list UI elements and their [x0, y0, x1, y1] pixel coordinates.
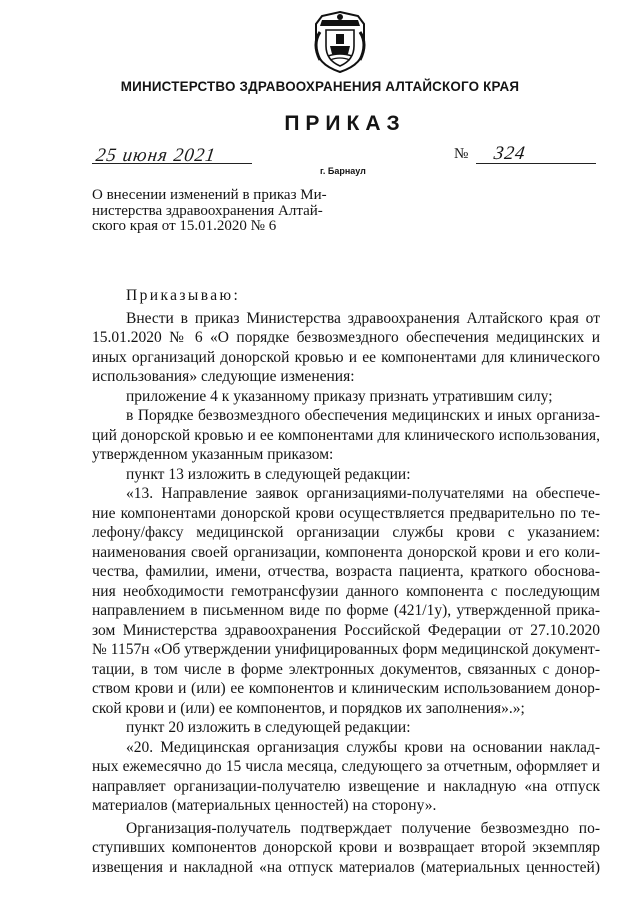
date-underline	[92, 163, 252, 164]
body-line: ния необходимости гемотрансфузии данного компонента с последующим	[92, 582, 600, 600]
coat-of-arms-emblem	[308, 10, 372, 74]
subject-line: ского края от 15.01.2020 № 6	[92, 218, 277, 234]
document-type: ПРИКАЗ	[284, 112, 406, 135]
body-line: 15.01.2020 № 6 «О порядке безвозмездного обеспечения медицинских и	[92, 329, 600, 346]
ministry-name: МИНИСТЕРСТВО ЗДРАВООХРАНЕНИЯ АЛТАЙСКОГО КРАЯ	[120, 79, 520, 94]
body-line: «20. Медицинская организация службы крови на основании наклад-	[126, 738, 600, 756]
subject-line: нистерства здравоохранения Алтай-	[92, 202, 323, 219]
order-number-handwritten: 324	[492, 143, 528, 164]
body-line: утвержденном указанным приказом:	[92, 446, 334, 463]
number-underline	[476, 163, 596, 164]
body-line: пункт 13 изложить в следующей редакции:	[126, 465, 411, 483]
body-line: ством крови и (или) ее компонентов и клиническим использованием донор-	[92, 680, 600, 697]
body-line: лефону/факсу медицинской организации службы крови с указанием:	[92, 524, 600, 541]
body-line: «13. Направление заявок организациями-получателями на обеспече-	[126, 485, 600, 502]
body-line: пункт 20 изложить в следующей редакции:	[126, 719, 411, 736]
body-line: наименования своей организации, компонента донорской крови и его коли-	[92, 543, 600, 561]
body-line: в Порядке безвозмездного обеспечения медицинских и иных организа-	[126, 407, 600, 424]
body-line: иных организаций донорской кровью и ее компонентами для клинического	[92, 348, 600, 366]
body-line: ций донорской кровью и ее компонентами для клинического использования,	[92, 426, 600, 444]
order-date-handwritten: 25 июня 2021	[94, 145, 218, 166]
city: г. Барнаул	[320, 166, 366, 176]
body-line: ных ежемесячно до 15 числа месяца, следующего за отчетным, оформляет и	[92, 758, 600, 775]
body-line: извещения и накладной «на отпуск материалов (материальных ценностей)	[92, 858, 600, 876]
body-line: приложение 4 к указанному приказу признать утратившим силу;	[126, 387, 553, 405]
body-line: тации, в том числе в форме электронных документов, связанных с донор-	[92, 660, 600, 678]
altai-krai-coat-of-arms-icon	[308, 10, 372, 74]
body-line: Внести в приказ Министерства здравоохранения Алтайского края от	[126, 309, 600, 327]
body-line: материалов (материальных ценностей) на сторону».	[92, 797, 437, 814]
body-line: чества, фамилии, имени, отчества, возраста пациента, краткого обоснова-	[92, 563, 600, 580]
body-line: ской крови и (или) ее компонентов, и порядков их заполнения».»;	[92, 699, 525, 717]
order-body	[92, 286, 600, 877]
body-line: № 1157н «Об утверждении унифицированных форм медицинской документ-	[92, 641, 600, 658]
body-line: ние компонентами донорской крови осуществляется предварительно по те-	[92, 504, 600, 522]
body-line: направляет организации-получателю извещение и накладную «на отпуск	[92, 777, 600, 795]
order-subject	[92, 188, 352, 235]
subject-line: О внесении изменений в приказ Ми-	[92, 187, 327, 203]
body-line: ступивших компонентов донорской крови и возвращает второй экземпляр	[92, 839, 600, 856]
number-label: №	[454, 146, 469, 162]
body-line: использования» следующие изменения:	[92, 368, 355, 385]
body-line: направлением в письменном виде по форме (421/1у), утвержденной прика-	[92, 602, 600, 619]
decree-word: Приказываю:	[126, 287, 241, 304]
body-line: зом Министерства здравоохранения Российской Федерации от 27.10.2020	[92, 621, 600, 639]
body-line: Организация-получатель подтверждает получение безвозмездно по-	[126, 819, 600, 837]
